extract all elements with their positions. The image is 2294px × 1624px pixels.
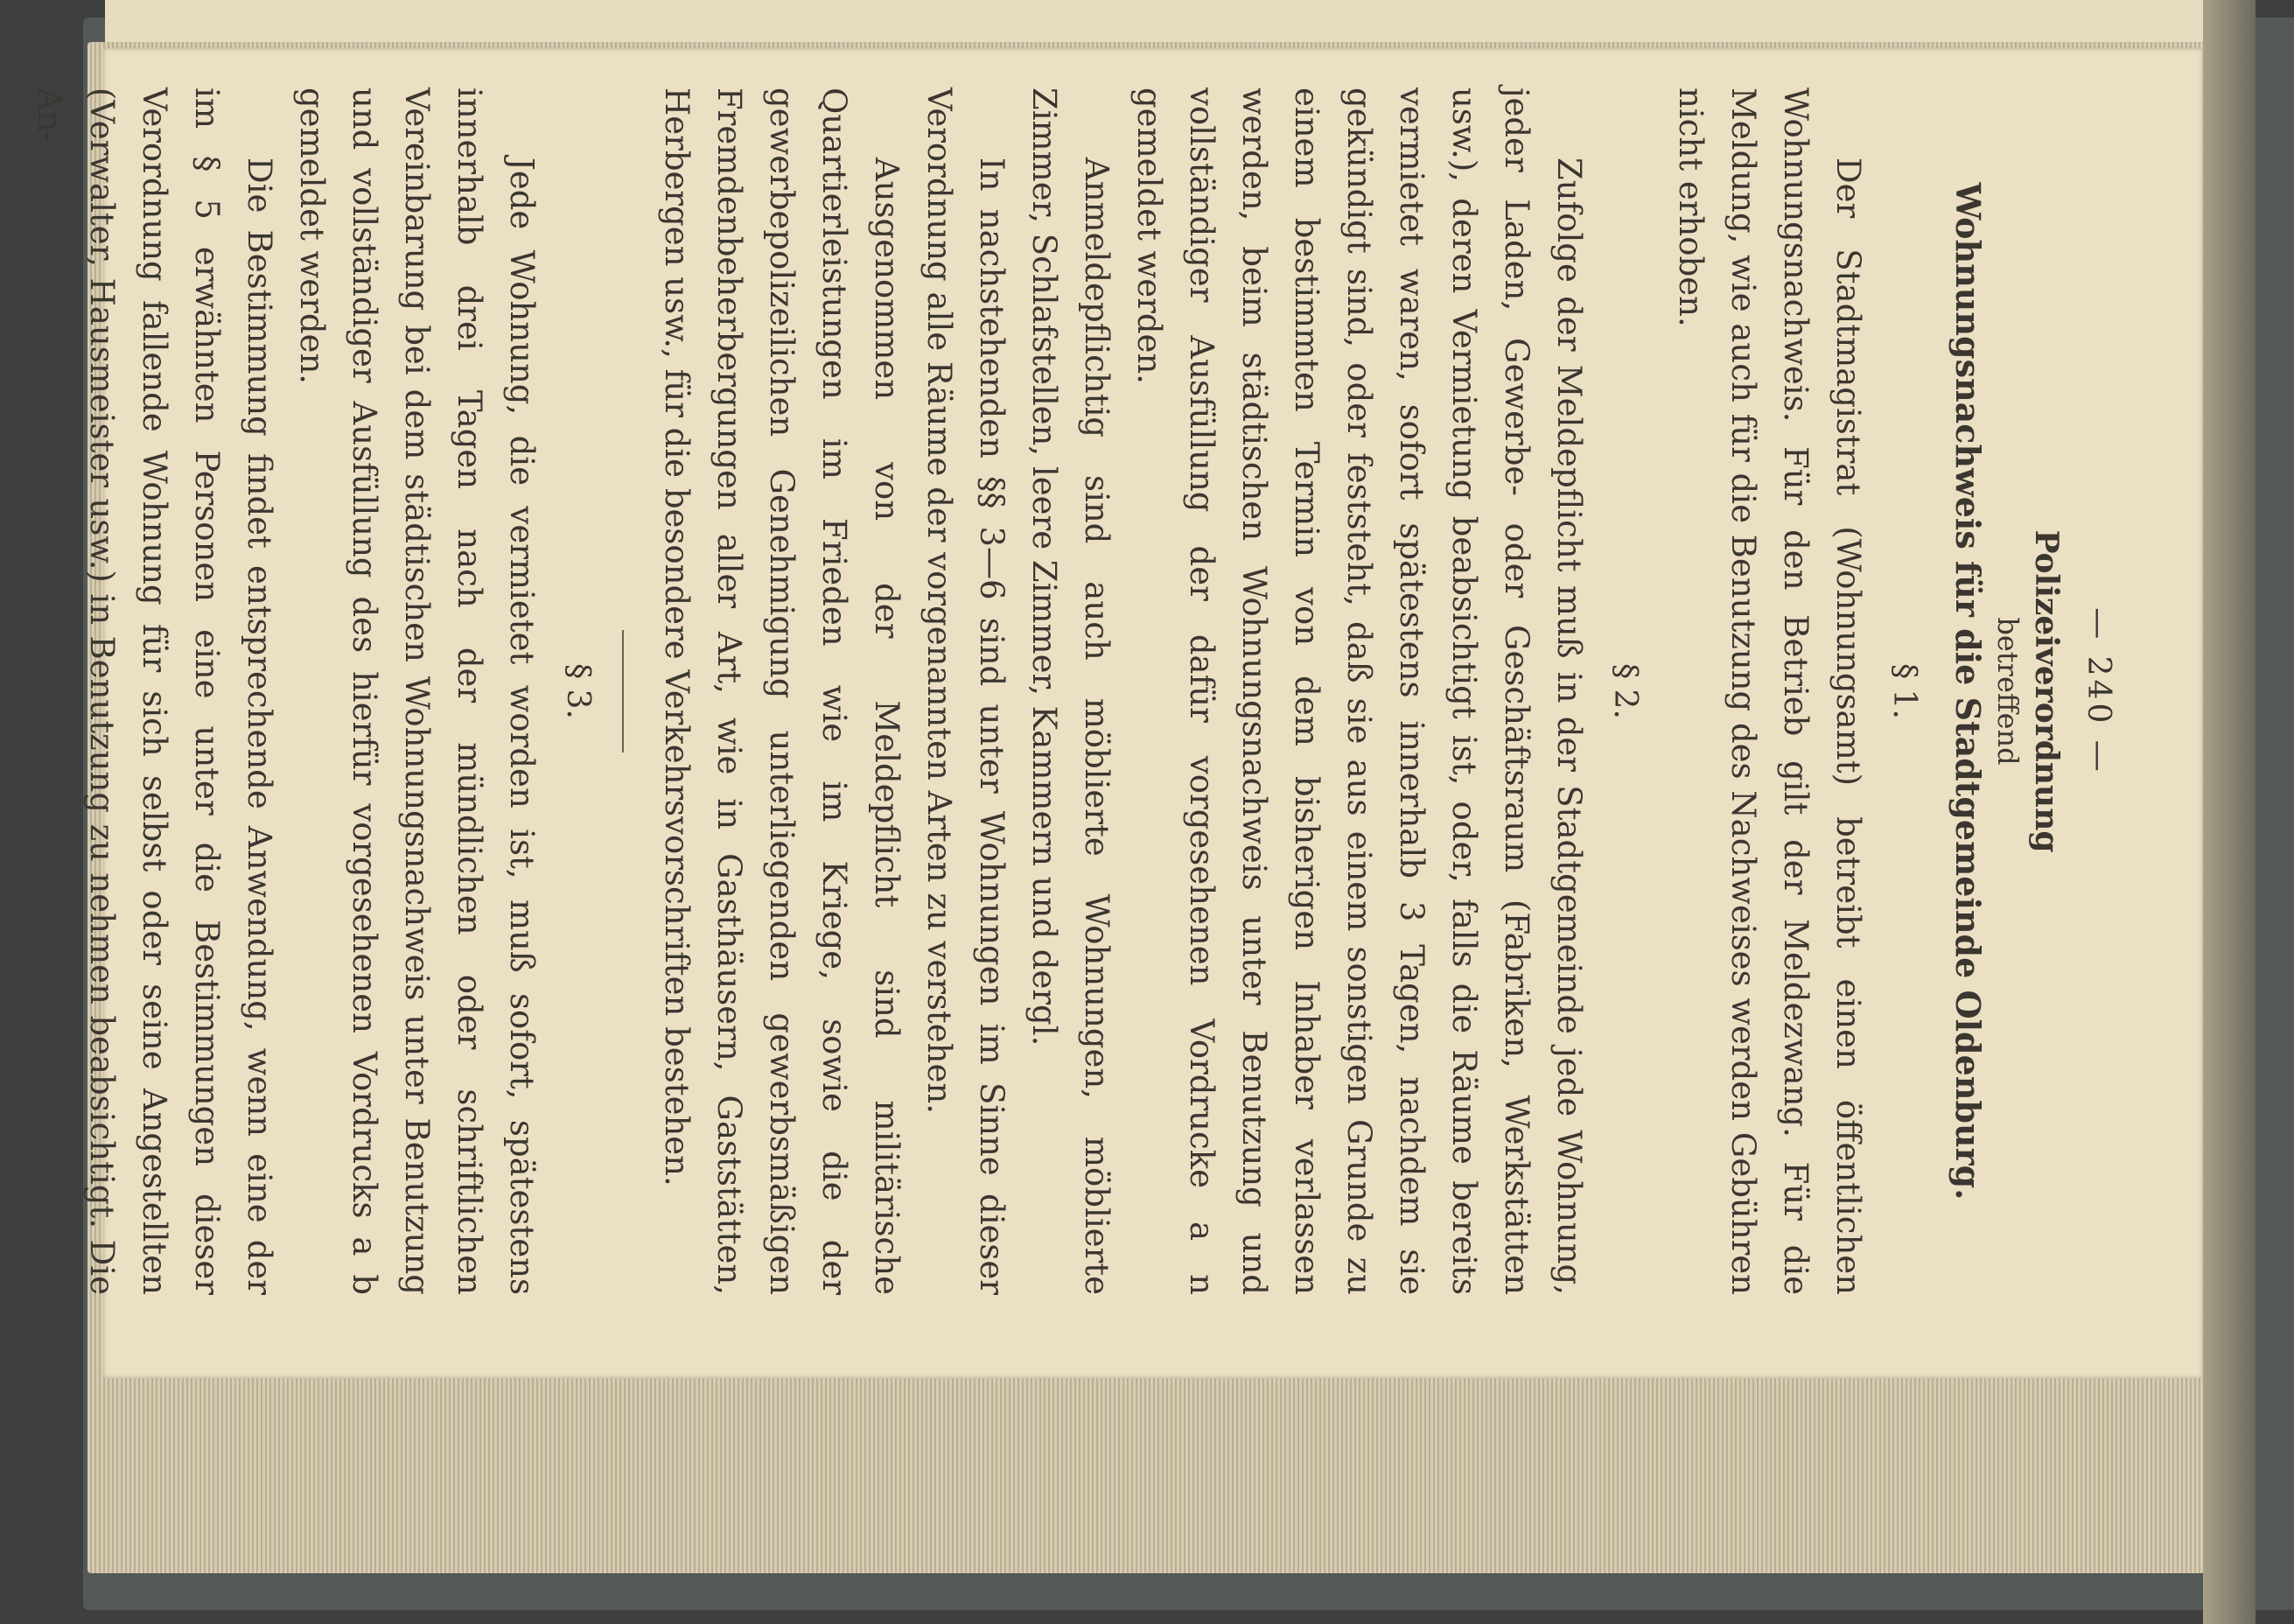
book-spine — [2203, 0, 2256, 1624]
document-title: Polizeiverordnung — [2028, 529, 2065, 853]
paragraph: Der Stadtmagistrat (Wohnungsamt) betreibt einen öffentlichen Wohnungsnachweis. Für den Betrieb gilt der Meldezwang. Für die Meldung, wie auch für die Benutzung des Nachweises werden Gebühren nicht erhoben. — [1672, 88, 1867, 1295]
page-text-block — [31, 44, 2134, 1339]
page-number: — 240 — — [2081, 607, 2116, 775]
document-title-connector: betreffend — [1991, 617, 2025, 766]
document-subtitle: Wohnungsnachweis für die Stadtgemeinde Oldenburg. — [1948, 182, 1988, 1200]
section-heading: § 2. — [1607, 663, 1643, 719]
section-divider — [622, 630, 624, 752]
paragraph: Jede Wohnung, die vermietet worden ist, muß sofort, spätestens innerhalb drei Tagen nach der mündlichen oder schriftlichen Vereinbarung bei dem städtischen Wohnungsnachweis unter Benutzung und vollständiger Ausfüllung des hierfür vorgesehenen Vordrucks a b gemeldet werden. — [293, 88, 541, 1295]
paragraph: Ausgenommen von der Meldepflicht sind militärische Quartierleistungen im Frieden wie im Kriege, sowie die der gewerbepolizeilichen Genehmigung unterliegenden gewerbsmäßigen Fremdenbeherbergungen aller Art, wie in Gasthäusern, Gaststätten, Herbergen usw., für die besondere Verkehrsvorschriften bestehen. — [658, 88, 906, 1295]
paragraph: Anmeldepflichtig sind auch möblierte Wohnungen, möblierte Zimmer, Schlafstellen, leere Zimmer, Kammern und dergl. — [1025, 88, 1116, 1295]
section-heading: § 1. — [1886, 663, 1922, 719]
previous-page-edge — [105, 0, 2222, 42]
paragraph: In nachstehenden §§ 3—6 sind unter Wohnungen im Sinne dieser Verordnung alle Räume der vorgenannten Arten zu verstehen. — [920, 88, 1011, 1295]
paragraph: Die Bestimmung findet entsprechende Anwendung, wenn eine der im § 5 erwähnten Personen eine unter die Bestimmungen dieser Verordnung fallende Wohnung für sich selbst oder seine Angestellten (Verwalter, Hausmeister usw.) in Benutzung zu nehmen beabsichtigt. Die An- — [31, 88, 278, 1295]
section-heading: § 3. — [560, 663, 596, 719]
paragraph: Zufolge der Meldepflicht muß in der Stadtgemeinde jede Wohnung, jeder Laden, Gewerbe- oder Geschäftsraum (Fabriken, Werkstätten usw.), deren Vermietung beabsichtigt ist, oder, falls die Räume bereits vermietet waren, sofort spätestens innerhalb 3 Tagen, nachdem sie gekündigt sind, oder feststeht, daß sie aus einem sonstigen Grunde zu einem bestimmten Termin von dem bisherigen Inhaber verlassen werden, beim städtischen Wohnungsnachweis unter Benutzung und vollständiger Ausfüllung der dafür vorgesehenen Vordrucke a n gemeldet werden. — [1130, 88, 1588, 1295]
